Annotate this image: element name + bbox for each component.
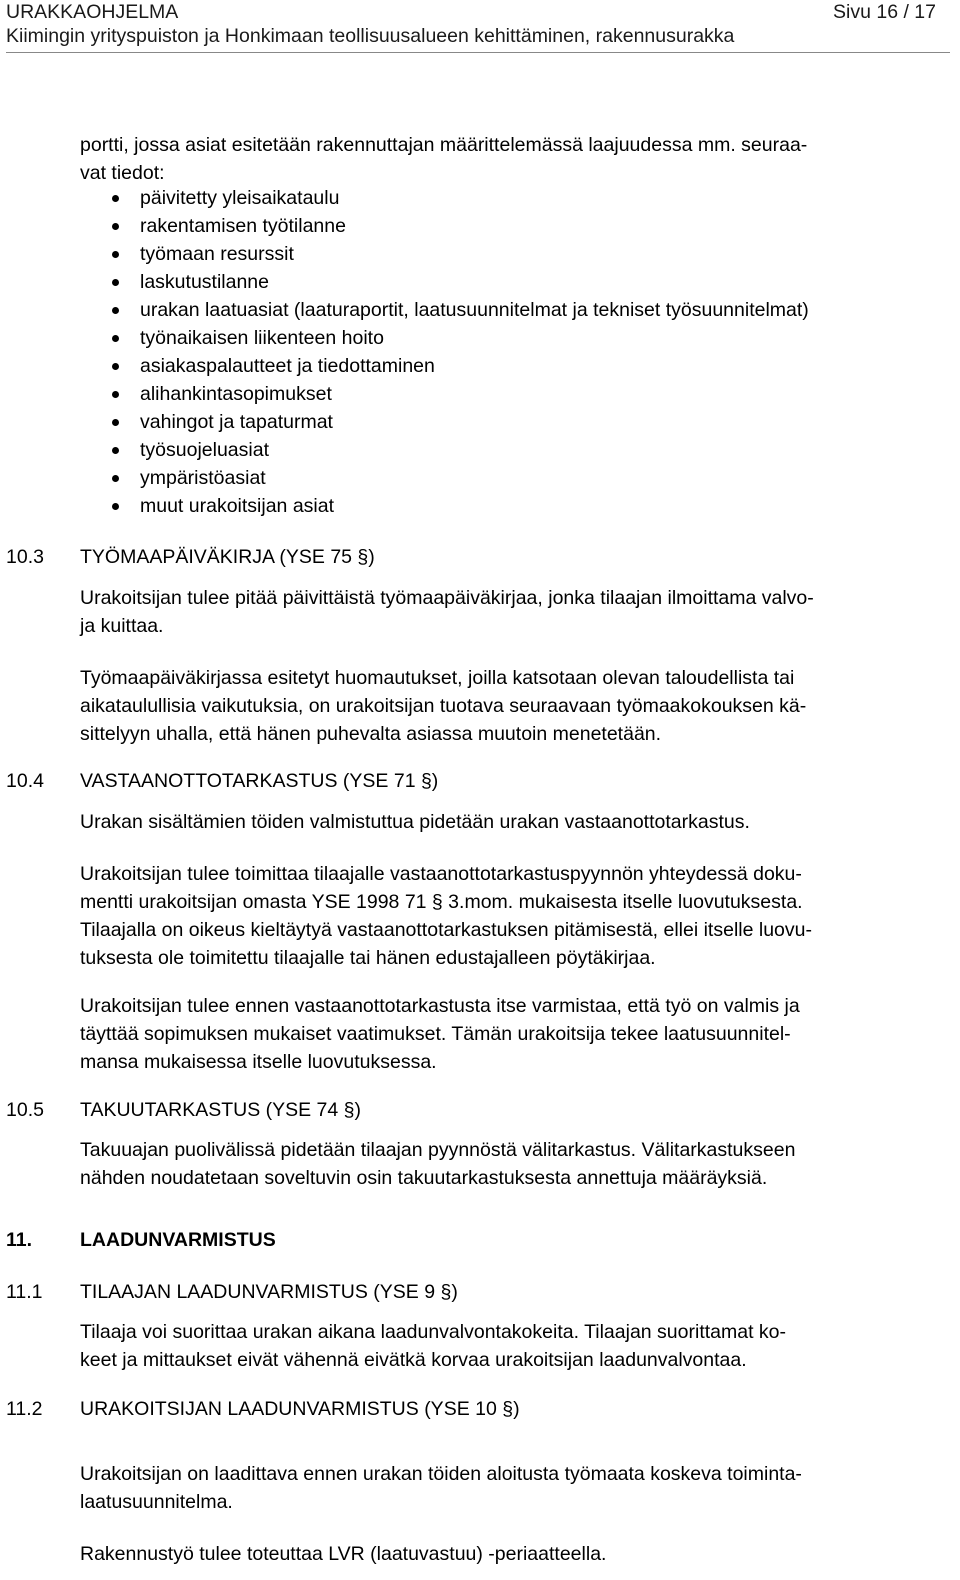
- intro-line: vat tiedot:: [80, 162, 165, 184]
- list-item: työnaikaisen liikenteen hoito: [108, 324, 809, 352]
- paragraph: Urakoitsijan tulee ennen vastaanottotarkastusta itse varmistaa, että työ on valmis ja täyttää sopimuksen mukaiset vaatimukset. Tämän urakoitsija tekee laatusuunnitel- mansa mukaisessa itselle luovutuksessa.: [80, 995, 800, 1073]
- list-item: vahingot ja tapaturmat: [108, 408, 809, 436]
- paragraph: Tilaaja voi suorittaa urakan aikana laadunvalvontakokeita. Tilaajan suorittamat ko- keet ja mittaukset eivät vähennä eivätkä korvaa urakoitsijan laadunvalvontaa.: [80, 1321, 787, 1371]
- paragraph: Rakennustyö tulee toteuttaa LVR (laatuvastuu) -periaatteella.: [80, 1543, 607, 1565]
- bullet-icon: [112, 447, 119, 454]
- paragraph: Urakan sisältämien töiden valmistuttua pidetään urakan vastaanottotarkastus.: [80, 811, 750, 833]
- bullet-icon: [112, 503, 119, 510]
- bullet-icon: [112, 335, 119, 342]
- bullet-icon: [112, 419, 119, 426]
- document-subtitle: Kiimingin yrityspuiston ja Honkimaan teollisuusalueen kehittäminen, rakennusurakka: [6, 25, 735, 47]
- paragraph: Työmaapäiväkirjassa esitetyt huomautukset, joilla katsotaan olevan taloudellista tai aikataulullisia vaikutuksia, on urakoitsijan tuotava seuraavaan työmaakokouksen kä- sittelyyn uhalla, että hänen puhevalta asiassa muutoin menetetään.: [80, 667, 807, 745]
- bullet-icon: [112, 307, 119, 314]
- list-item: työsuojeluasiat: [108, 436, 809, 464]
- list-item: asiakaspalautteet ja tiedottaminen: [108, 352, 809, 380]
- paragraph: Urakoitsijan tulee toimittaa tilaajalle vastaanottotarkastuspyynnön yhteydessä doku- mentti urakoitsijan omasta YSE 1998 71 § 3.mom. mukaisesta itselle luovutuksesta. Tilaajalla on oikeus kieltäytyä vastaanottotarkastuksen pitämisestä, ellei itselle luovu- tuksesta ole toimitettu tilaajalle tai hänen edustajalleen pöytäkirjaa.: [80, 863, 812, 969]
- bullet-list: [108, 184, 809, 520]
- list-item: laskutustilanne: [108, 268, 809, 296]
- document-title: URAKKAOHJELMA: [6, 1, 179, 23]
- section-heading-10-3: 10.3 TYÖMAAPÄIVÄKIRJA (YSE 75 §): [6, 546, 375, 568]
- page-number: Sivu 16 / 17: [833, 1, 936, 23]
- page-header: [6, 0, 936, 48]
- section-heading-11-2: 11.2 URAKOITSIJAN LAADUNVARMISTUS (YSE 10 §): [6, 1398, 520, 1420]
- bullet-icon: [112, 279, 119, 286]
- section-heading-10-5: 10.5 TAKUUTARKASTUS (YSE 74 §): [6, 1099, 362, 1121]
- paragraph: Urakoitsijan tulee pitää päivittäistä työmaapäiväkirjaa, jonka tilaajan ilmoittama valvo- ja kuittaa.: [80, 587, 814, 637]
- list-item: alihankintasopimukset: [108, 380, 809, 408]
- intro-line: portti, jossa asiat esitetään rakennuttajan määrittelemässä laajuudessa mm. seuraa-: [80, 134, 808, 156]
- paragraph: Takuuajan puolivälissä pidetään tilaajan pyynnöstä välitarkastus. Välitarkastukseen nähden noudatetaan soveltuvin osin takuutarkastuksesta annettuja määräyksiä.: [80, 1139, 796, 1189]
- list-item: ympäristöasiat: [108, 464, 809, 492]
- section-heading-11-1: 11.1 TILAAJAN LAADUNVARMISTUS (YSE 9 §): [6, 1281, 458, 1303]
- section-heading-11: 11. LAADUNVARMISTUS: [6, 1229, 276, 1251]
- list-item: päivitetty yleisaikataulu: [108, 184, 809, 212]
- list-item: muut urakoitsijan asiat: [108, 492, 809, 520]
- list-item: urakan laatuasiat (laaturaportit, laatusuunnitelmat ja tekniset työsuunnitelmat): [108, 296, 809, 324]
- intro-paragraph: [80, 131, 950, 187]
- bullet-icon: [112, 475, 119, 482]
- section-heading-10-4: 10.4 VASTAANOTTOTARKASTUS (YSE 71 §): [6, 770, 439, 792]
- bullet-icon: [112, 251, 119, 258]
- bullet-icon: [112, 195, 119, 202]
- bullet-icon: [112, 391, 119, 398]
- list-item: rakentamisen työtilanne: [108, 212, 809, 240]
- paragraph: Urakoitsijan on laadittava ennen urakan töiden aloitusta työmaata koskeva toiminta- laatusuunnitelma.: [80, 1463, 802, 1513]
- bullet-icon: [112, 363, 119, 370]
- bullet-icon: [112, 223, 119, 230]
- list-item: työmaan resurssit: [108, 240, 809, 268]
- header-divider: [6, 52, 950, 53]
